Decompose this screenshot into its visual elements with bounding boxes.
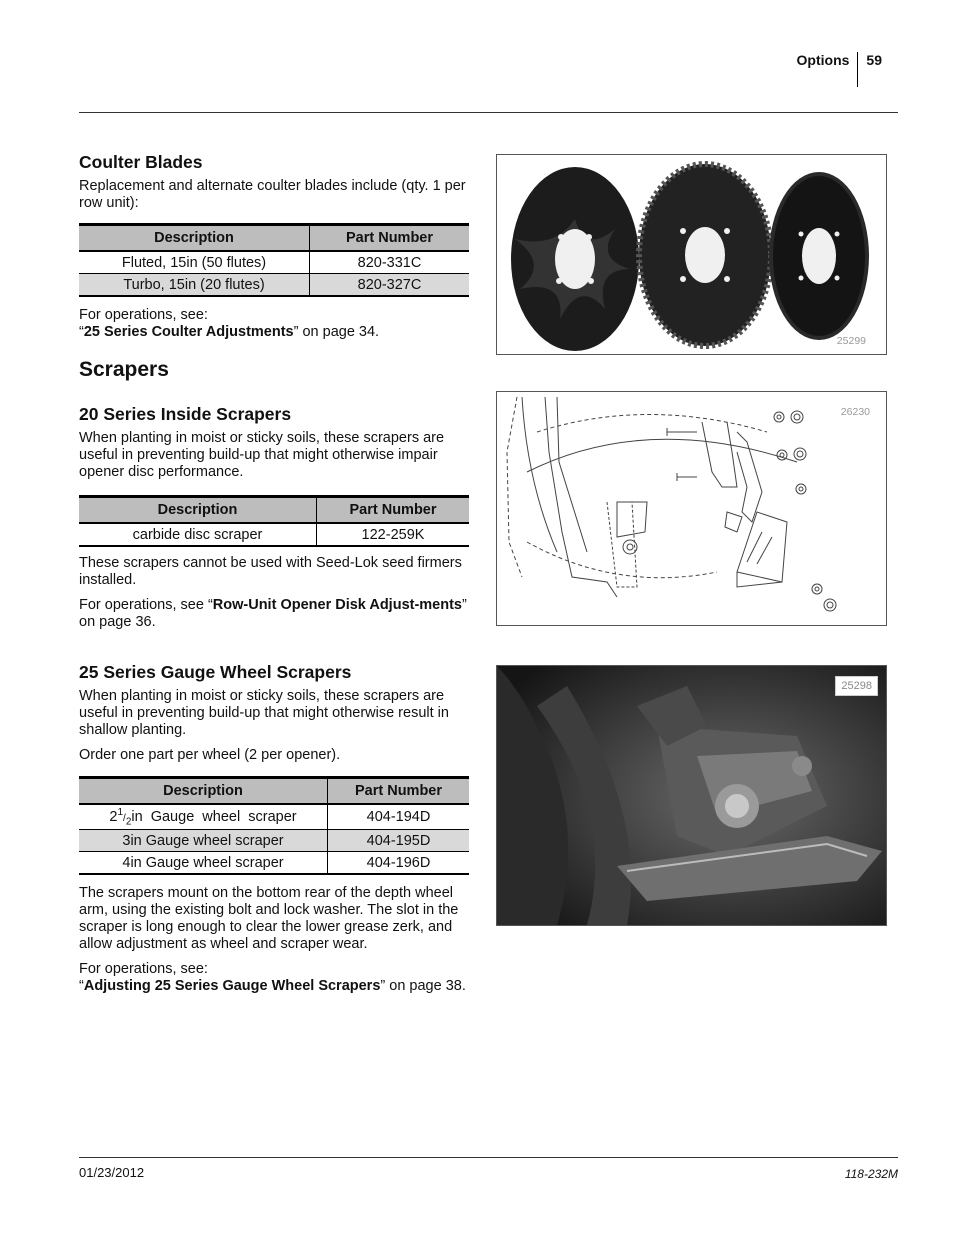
inside-intro: When planting in moist or sticky soils, these scrapers are useful in preventing build-up that might otherwise impair opener disc performance. [79,430,445,480]
cell-part-number: 122-259K [317,523,470,546]
table-row [79,830,469,852]
coulter-ops-link[interactable]: 25 Series Coulter Adjustments [83,324,294,340]
inside-scraper-figure [496,391,887,626]
table-row [79,804,469,830]
header-rule [79,112,898,113]
gauge-scraper-photo [496,665,887,926]
gauge-ops-lead: For operations, see: [79,961,208,977]
gauge-table [79,776,469,875]
table-row [79,274,469,297]
gauge-intro: When planting in moist or sticky soils, these scrapers are useful in preventing build-up that might otherwise result in shallow planting. [79,688,449,738]
gauge-heading: 25 Series Gauge Wheel Scrapers [79,662,352,682]
footer-date: 01/23/2012 [79,1165,145,1180]
gauge-scraper-photo-image [497,666,886,925]
inside-heading: 20 Series Inside Scrapers [79,404,292,424]
inside-table [79,495,469,547]
page-header [797,52,882,87]
coulter-blades-illustration [497,155,886,354]
gauge-order: Order one part per wheel (2 per opener). [79,747,341,763]
coulter-ops-ref: “25 Series Coulter Adjustments” on page 34. [79,324,380,340]
col-description: Description [79,497,317,524]
table-row [79,251,469,274]
inside-note: These scrapers cannot be used with Seed-Lok seed firmers installed. [79,555,462,588]
figure-number: 25298 [835,676,878,696]
footer-doc-number: 118-232M [844,1167,898,1181]
coulter-section [79,152,469,341]
cell-description: 4in Gauge wheel scraper [79,852,328,875]
cell-part-number: 404-196D [328,852,470,875]
inside-ops-ref: For operations, see “Row-Unit Opener Disk Adjust-ments” on page 36. [79,597,467,630]
coulter-heading: Coulter Blades [79,152,203,172]
gauge-ops-link[interactable]: Adjusting 25 Series Gauge Wheel Scrapers [83,978,381,994]
coulter-blades-figure [496,154,887,355]
gauge-ops-ref: “Adjusting 25 Series Gauge Wheel Scrapers” on page 38. [79,978,466,994]
header-divider [857,52,858,87]
section-name: Options [796,52,850,68]
inside-ops-link[interactable]: Row-Unit Opener Disk Adjust-ments [212,597,463,613]
table-row [79,852,469,875]
gauge-scrapers-section [79,662,469,995]
inside-scrapers-section [79,404,469,631]
col-part-number: Part Number [328,778,470,805]
footer-rule [79,1157,898,1158]
scrapers-heading: Scrapers [79,358,169,381]
col-description: Description [79,778,328,805]
cell-part-number: 820-327C [310,274,470,297]
col-part-number: Part Number [310,225,470,252]
gauge-mount-text: The scrapers mount on the bottom rear of the depth wheel arm, using the existing bolt and lock washer. The slot in the scraper is long enough to clear the lower grease zerk, and allow adjustment as wheel and scraper wear. [79,885,459,952]
figure-number: 26230 [840,406,870,418]
table-row [79,523,469,546]
cell-description: Fluted, 15in (50 flutes) [79,251,310,274]
col-part-number: Part Number [317,497,470,524]
cell-description: 3in Gauge wheel scraper [79,830,328,852]
cell-part-number: 404-195D [328,830,470,852]
page-number: 59 [866,52,882,68]
cell-part-number: 820-331C [310,251,470,274]
col-description: Description [79,225,310,252]
coulter-ops-lead: For operations, see: [79,307,208,323]
cell-description: carbide disc scraper [79,523,317,546]
inside-scraper-illustration [497,392,886,625]
cell-description: Turbo, 15in (20 flutes) [79,274,310,297]
coulter-table [79,223,469,297]
cell-part-number: 404-194D [328,804,470,830]
cell-description: $2^1/_2in$ Gauge wheel scraper [79,804,328,830]
coulter-intro: Replacement and alternate coulter blades include (qty. 1 per row unit): [79,178,466,211]
figure-number: 25299 [836,335,866,347]
